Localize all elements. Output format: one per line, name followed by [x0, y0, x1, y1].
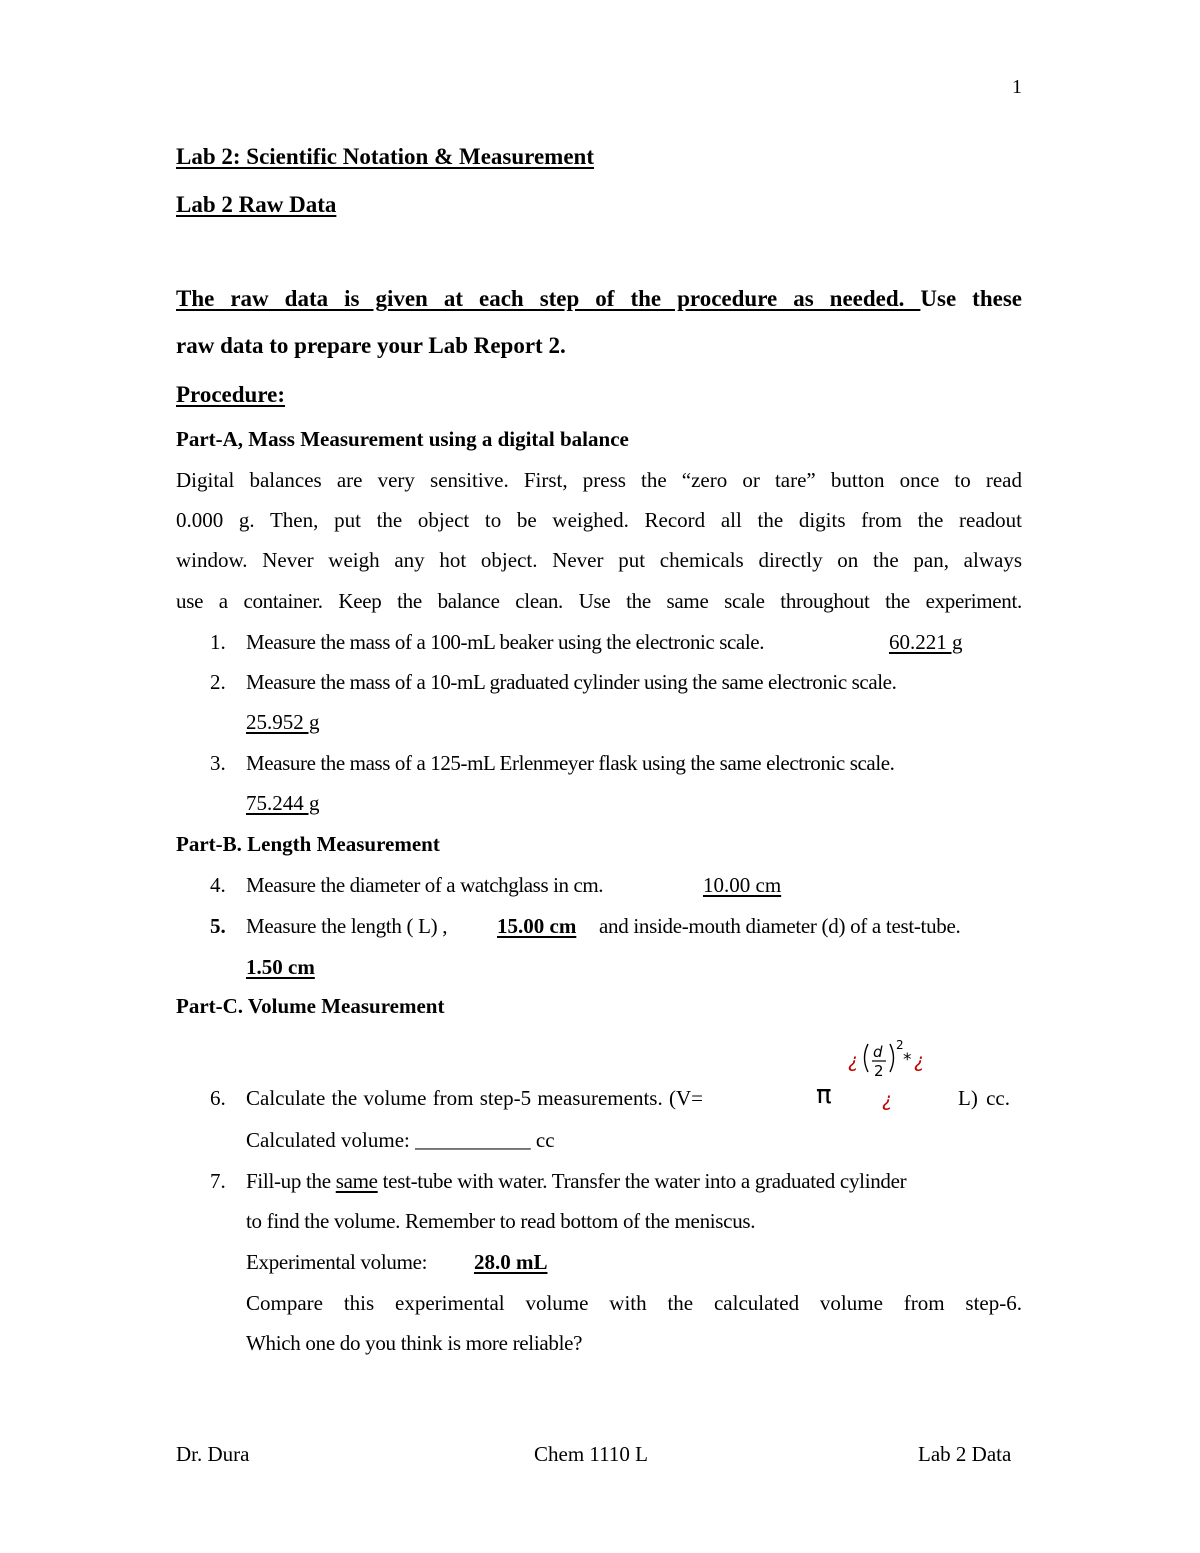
item-number: 5.	[210, 914, 226, 938]
intro-underlined: The raw data is given at each step of the procedure as needed.	[176, 286, 921, 311]
formula-operator: *	[903, 1050, 912, 1070]
item-number: 1.	[210, 630, 226, 654]
intro-rest: Use these	[920, 286, 1022, 311]
item-text: Measure the mass of a 100-mL beaker using the electronic scale.	[246, 630, 765, 654]
formula-exponent: 2	[896, 1038, 904, 1052]
formula-right-paren	[890, 1044, 894, 1072]
length-value-watchglass: 10.00 cm	[703, 873, 782, 897]
item-number: 6.	[210, 1086, 226, 1110]
item-text: Which one do you think is more reliable?	[246, 1331, 583, 1355]
footer-course: Chem 1110 L	[534, 1442, 648, 1466]
footer-document: Lab 2 Data	[918, 1442, 1012, 1466]
page-number: 1	[1012, 76, 1022, 98]
page-title: Lab 2: Scientific Notation & Measurement	[176, 144, 594, 169]
length-value-test-tube: 15.00 cm	[497, 914, 577, 938]
emphasis-same: same	[335, 1169, 378, 1193]
item-text: and inside-mouth diameter (d) of a test-tube.	[599, 914, 961, 938]
item-text: Measure the diameter of a watchglass in cm.	[246, 873, 604, 897]
part-a-para-line-2: 0.000 g. Then, put the object to be weighed. Record all the digits from the readout	[176, 508, 1022, 532]
item-text: Measure the length ( L) ,	[246, 914, 448, 938]
page-subtitle: Lab 2 Raw Data	[176, 192, 337, 217]
item-number: 2.	[210, 670, 226, 694]
pi-symbol: π	[816, 1080, 832, 1110]
item-text: Measure the mass of a 125-mL Erlenmeyer flask using the same electronic scale.	[246, 751, 895, 775]
formula-glyph: ¿	[914, 1050, 925, 1072]
item-number: 3.	[210, 751, 226, 775]
formula-glyph: ¿	[882, 1089, 893, 1111]
formula-glyph: ¿	[848, 1050, 859, 1072]
item-number: 4.	[210, 873, 226, 897]
formula-left-paren	[865, 1044, 869, 1072]
item-text: L) cc.	[958, 1086, 1010, 1110]
intro-line-2: raw data to prepare your Lab Report 2.	[176, 333, 566, 358]
part-c-heading: Part-C. Volume Measurement	[176, 994, 445, 1018]
part-a-heading: Part-A, Mass Measurement using a digital balance	[176, 427, 629, 451]
experimental-volume-value: 28.0 mL	[474, 1250, 548, 1274]
calculated-volume-line	[246, 1128, 555, 1153]
item-number: 7.	[210, 1169, 226, 1193]
part-b-heading: Part-B. Length Measurement	[176, 832, 440, 856]
formula-numerator: d	[873, 1043, 883, 1061]
mass-value-beaker: 60.221 g	[889, 630, 963, 654]
part-a-para-line-4: use a container. Keep the balance clean. Use the same scale throughout the experiment.	[176, 589, 1022, 613]
part-a-para-line-1: Digital balances are very sensitive. First, press the “zero or tare” button once to read	[176, 468, 1022, 492]
part-a-para-line-3: window. Never weigh any hot object. Never put chemicals directly on the pan, always	[176, 548, 1022, 572]
volume-formula	[814, 1036, 944, 1112]
diameter-value-test-tube: 1.50 cm	[246, 955, 315, 979]
item-text: Calculate the volume from step-5 measurements. (V=	[246, 1086, 703, 1110]
calculated-volume-unit: cc	[535, 1128, 555, 1152]
item-text: to find the volume. Remember to read bottom of the meniscus.	[246, 1209, 756, 1233]
experimental-volume-label: Experimental volume:	[246, 1250, 428, 1274]
intro-line-1	[176, 286, 1022, 312]
formula-denominator: 2	[874, 1062, 884, 1080]
item-text: Compare this experimental volume with the calculated volume from step-6.	[246, 1291, 1022, 1315]
mass-value-flask: 75.244 g	[246, 791, 320, 815]
procedure-heading: Procedure:	[176, 382, 286, 407]
item-text: Fill-up the same test-tube with water. Transfer the water into a graduated cylinder	[246, 1169, 907, 1193]
calculated-volume-blank: ___________	[415, 1128, 531, 1152]
footer-author: Dr. Dura	[176, 1442, 250, 1466]
mass-value-cylinder: 25.952 g	[246, 710, 320, 734]
item-text: Measure the mass of a 10-mL graduated cylinder using the same electronic scale.	[246, 670, 897, 694]
calculated-volume-label: Calculated volume:	[246, 1128, 410, 1152]
